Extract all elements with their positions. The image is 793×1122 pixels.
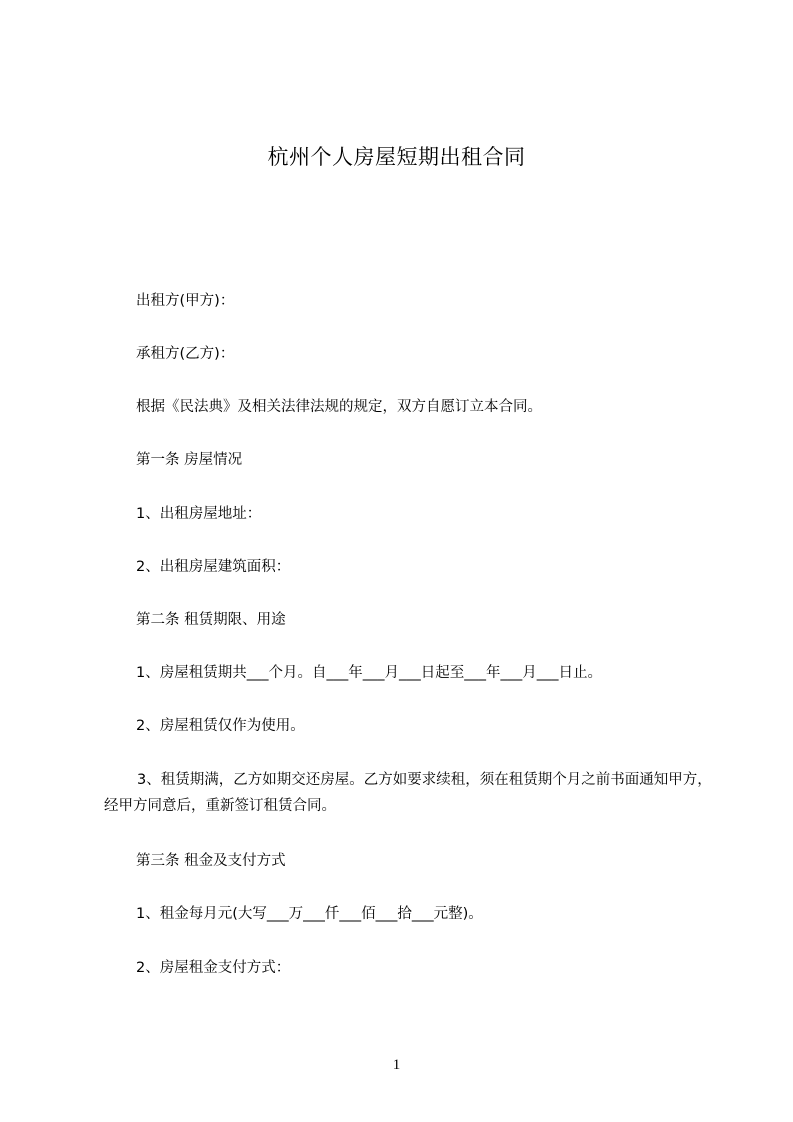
lease-renewal-paragraph: 3、租赁期满，乙方如期交还房屋。乙方如要求续租，须在租赁期个月之前书面通知甲方，经甲方同意后，重新签订租赁合同。 — [104, 772, 712, 814]
lease-term-line: 1、房屋租赁期共___个月。自___年___月___日起至___年___月___日止。 — [136, 665, 602, 681]
contract-title: 杭州个人房屋短期出租合同 — [267, 145, 526, 169]
lessee-line: 承租方(乙方)： — [136, 346, 235, 362]
house-address-line: 1、出租房屋地址： — [136, 506, 262, 522]
rent-payment-method-line: 2、房屋租金支付方式： — [136, 960, 291, 976]
lease-use-line: 2、房屋租赁仅作为使用。 — [136, 718, 305, 734]
lessor-line: 出租方(甲方)： — [136, 293, 235, 309]
house-area-line: 2、出租房屋建筑面积： — [136, 559, 291, 575]
article-three-heading: 第三条 租金及支付方式 — [136, 853, 286, 869]
legal-basis-paragraph: 根据《民法典》及相关法律法规的规定，双方自愿订立本合同。 — [136, 399, 542, 415]
page-number: 1 — [392, 1057, 401, 1073]
article-one-heading: 第一条 房屋情况 — [136, 452, 243, 468]
article-two-heading: 第二条 租赁期限、用途 — [136, 612, 286, 628]
monthly-rent-line: 1、租金每月元(大写___万___仟___佰___拾___元整)。 — [136, 906, 483, 922]
